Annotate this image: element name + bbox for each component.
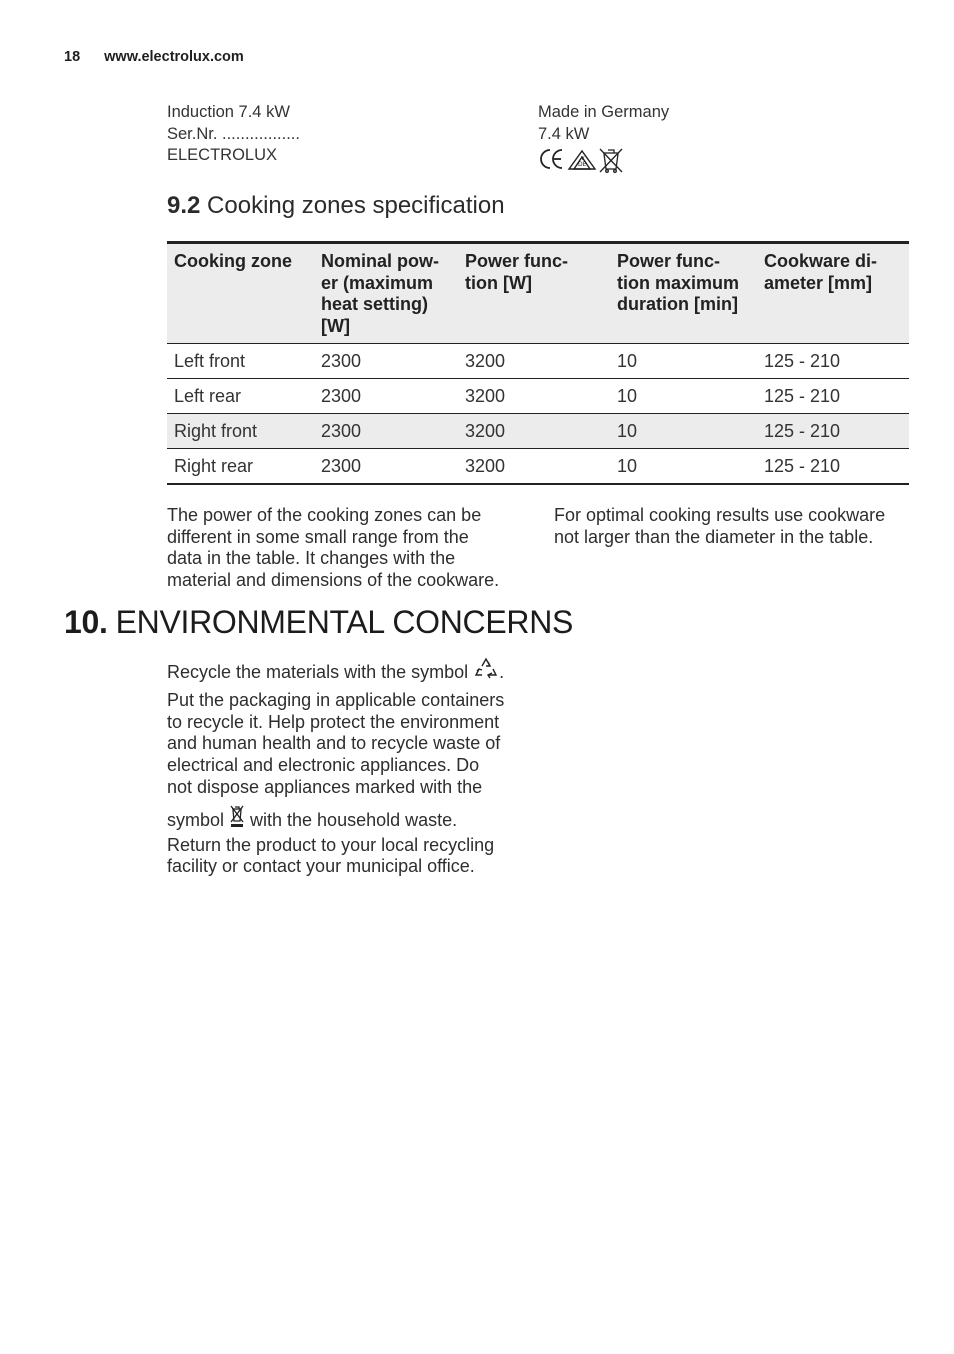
weee-line: symbol with the household waste.	[167, 805, 537, 835]
plate-line: Ser.Nr. .................	[167, 124, 300, 143]
section-number: 9.2	[167, 192, 201, 219]
ce-mark-icon	[541, 150, 562, 168]
cell-nominal-power: 2300	[314, 414, 458, 449]
cell-diameter: 125 - 210	[757, 344, 909, 379]
rating-plate-left	[167, 102, 300, 167]
cell-diameter: 125 - 210	[757, 449, 909, 485]
recycle-line: Recycle the materials with the symbol .	[167, 657, 537, 690]
cell-duration: 10	[610, 449, 757, 485]
cell-duration: 10	[610, 379, 757, 414]
cell-nominal-power: 2300	[314, 344, 458, 379]
cell-zone: Right front	[167, 414, 314, 449]
weee-bin-icon	[600, 149, 622, 172]
header-cookware-diameter: Cookware di- ameter [mm]	[757, 243, 909, 344]
cookware-size-note: For optimal cooking results use cookware not larger than the diameter in the table.	[554, 505, 886, 547]
header-power-function: Power func- tion [W]	[458, 243, 610, 344]
cell-zone: Left rear	[167, 379, 314, 414]
cell-zone: Right rear	[167, 449, 314, 485]
table-row	[167, 344, 909, 379]
header-nominal-power: Nominal pow- er (maximum heat setting) [W]	[314, 243, 458, 344]
svg-text:V: V	[581, 156, 585, 162]
certification-marks	[537, 146, 625, 179]
svg-text:DE: DE	[578, 161, 587, 168]
cell-zone: Left front	[167, 344, 314, 379]
section-title-text: Cooking zones specification	[207, 192, 505, 219]
vde-mark-icon	[569, 151, 595, 169]
environment-text: Recycle the materials with the symbol . Put the packaging in applicable containers to recycle it. Help protect the environment and human health and to recycle waste of electrical and electronic appliances. Do not dispose appliances marked with the symbol with the household waste. Return the product to your local recycling facility or contact your municipal office.	[167, 657, 537, 878]
cell-power-function: 3200	[458, 344, 610, 379]
cell-power-function: 3200	[458, 449, 610, 485]
page-header	[64, 49, 244, 65]
recycle-icon	[473, 657, 499, 690]
page-number: 18	[64, 49, 81, 65]
cooking-zones-table	[167, 241, 909, 485]
rating-plate-right	[538, 102, 669, 145]
cell-nominal-power: 2300	[314, 379, 458, 414]
header-power-function-duration: Power func- tion maximum duration [min]	[610, 243, 757, 344]
cell-duration: 10	[610, 414, 757, 449]
cell-power-function: 3200	[458, 379, 610, 414]
plate-line: 7.4 kW	[538, 124, 590, 143]
chapter-number: 10.	[64, 604, 108, 640]
cell-duration: 10	[610, 344, 757, 379]
cell-power-function: 3200	[458, 414, 610, 449]
website-link[interactable]: www.electrolux.com	[104, 49, 244, 65]
plate-line: Made in Germany	[538, 103, 670, 121]
table-row	[167, 414, 909, 449]
table-header-row	[167, 243, 909, 344]
table-row	[167, 449, 909, 485]
cell-diameter: 125 - 210	[757, 414, 909, 449]
chapter-title-text: ENVIRONMENTAL CONCERNS	[115, 604, 574, 640]
cell-diameter: 125 - 210	[757, 379, 909, 414]
chapter-title	[64, 604, 573, 641]
plate-line: ELECTROLUX	[167, 146, 278, 164]
plate-line: Induction 7.4 kW	[167, 103, 290, 121]
power-variance-note: The power of the cooking zones can be different in some small range from the data in the table. It changes with the material and dimensions of the cookware.	[167, 505, 500, 591]
table-row	[167, 379, 909, 414]
section-title	[167, 192, 505, 220]
header-cooking-zone: Cooking zone	[167, 243, 314, 344]
cell-nominal-power: 2300	[314, 449, 458, 485]
weee-bin-icon	[229, 805, 245, 835]
